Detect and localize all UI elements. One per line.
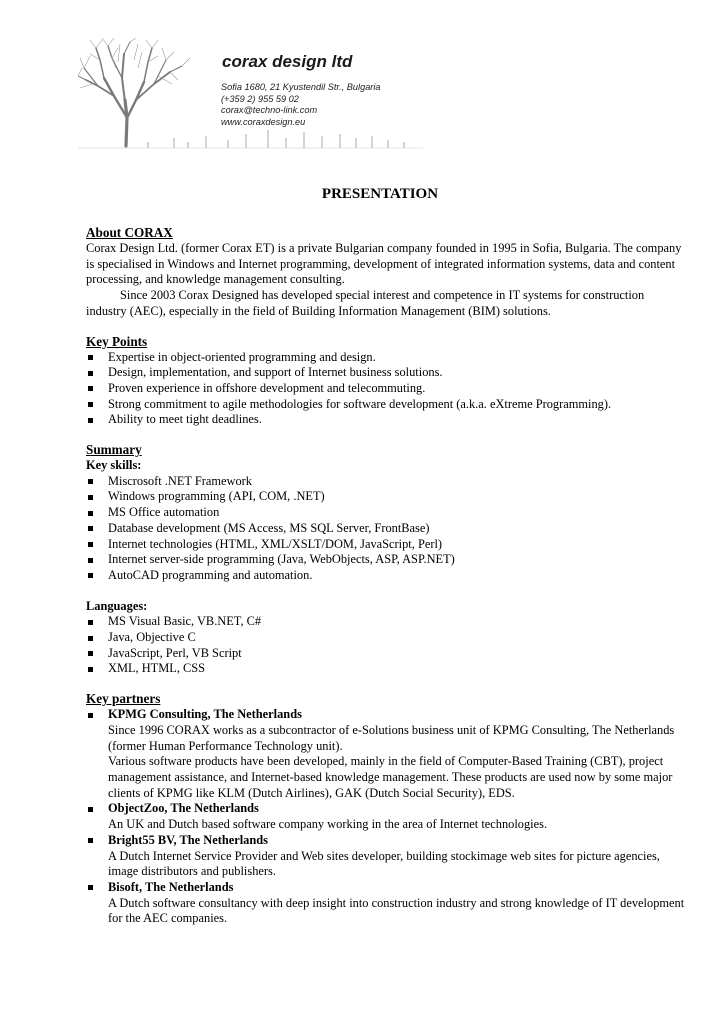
key-points-heading: Key Points — [86, 333, 148, 349]
list-item: Proven experience in offshore development and telecommuting. — [86, 381, 686, 397]
partner-name: Bisoft, The Netherlands — [108, 879, 234, 894]
list-item: Expertise in object-oriented programming and design. — [86, 350, 686, 366]
list-item: Internet server-side programming (Java, WebObjects, ASP, ASP.NET) — [86, 552, 686, 568]
partner-name: Bright55 BV, The Netherlands — [108, 832, 268, 847]
key-points-list — [86, 350, 686, 429]
partners-heading: Key partners — [86, 691, 161, 707]
company-name: corax design ltd — [222, 52, 353, 71]
partner-item — [86, 833, 686, 880]
partner-item — [86, 880, 686, 927]
summary-heading: Summary — [86, 442, 142, 458]
list-item: Windows programming (API, COM, .NET) — [86, 489, 686, 505]
list-item: Design, implementation, and support of Internet business solutions. — [86, 365, 686, 381]
partner-item — [86, 707, 686, 801]
list-item: Strong commitment to agile methodologies for software development (a.k.a. eXtreme Programming). — [86, 397, 686, 413]
list-item: Ability to meet tight deadlines. — [86, 412, 686, 428]
languages-list — [86, 614, 686, 677]
page-title: PRESENTATION — [321, 186, 439, 202]
about-heading: About CORAX — [86, 225, 173, 240]
key-skills-label: Key skills: — [86, 458, 142, 473]
about-paragraph-2: Since 2003 Corax Designed has developed special interest and competence in IT systems for construction industry (AEC), especially in the field of Building Information Management (BIM) solutions. — [86, 288, 645, 318]
company-phone: (+359 2) 955 59 02 — [221, 93, 299, 104]
list-item: Internet technologies (HTML, XML/XSLT/DOM, JavaScript, Perl) — [86, 537, 686, 553]
partner-description: A Dutch Internet Service Provider and Web sites developer, building stockimage web sites for picture agencies, image distributors and publishers. — [108, 848, 660, 879]
company-address: Sofia 1680, 21 Kyustendil Str., Bulgaria — [221, 82, 381, 92]
partner-description: Since 1996 CORAX works as a subcontractor of e-Solutions business unit of KPMG Consulting, The Netherlands (former Human Performance Technology unit). — [108, 722, 675, 753]
about-paragraph-1: Corax Design Ltd. (former Corax ET) is a private Bulgarian company founded in 1995 in Sofia, Bulgaria. The company is specialised in Windows and Internet programming, development of integrated information systems, data and content processing, and knowledge management consulting. — [86, 241, 682, 287]
list-item: Database development (MS Access, MS SQL Server, FrontBase) — [86, 521, 686, 537]
partners-list — [86, 707, 686, 927]
partner-name: KPMG Consulting, The Netherlands — [108, 707, 302, 722]
company-email: corax@techno-link.com — [221, 105, 318, 115]
company-contact — [221, 82, 381, 128]
list-item: JavaScript, Perl, VB Script — [86, 646, 686, 662]
partner-description: A Dutch software consultancy with deep insight into construction industry and strong knowledge of IT development for the AEC companies. — [108, 895, 685, 926]
company-website: www.coraxdesign.eu — [221, 116, 306, 127]
key-skills-list — [86, 474, 686, 584]
partner-item — [86, 801, 686, 832]
spacer — [86, 584, 686, 599]
partner-description-2: Various software products have been developed, mainly in the field of Computer-Based Training (CBT), project management assistance, and Internet-based knowledge management. These products are used now by some major clients of KPMG like KLM (Dutch Airlines), GAK (Dutch Social Security), EDS. — [108, 754, 673, 800]
list-item: MS Visual Basic, VB.NET, C# — [86, 614, 686, 630]
list-item: Java, Objective C — [86, 630, 686, 646]
languages-label: Languages: — [86, 598, 148, 613]
partner-name: ObjectZoo, The Netherlands — [108, 801, 259, 816]
list-item: MS Office automation — [86, 505, 686, 521]
partner-description: An UK and Dutch based software company working in the area of Internet technologies. — [108, 817, 548, 832]
document-body — [86, 225, 686, 927]
list-item: AutoCAD programming and automation. — [86, 568, 686, 584]
list-item: Miscrosoft .NET Framework — [86, 474, 686, 490]
list-item: XML, HTML, CSS — [86, 661, 686, 677]
